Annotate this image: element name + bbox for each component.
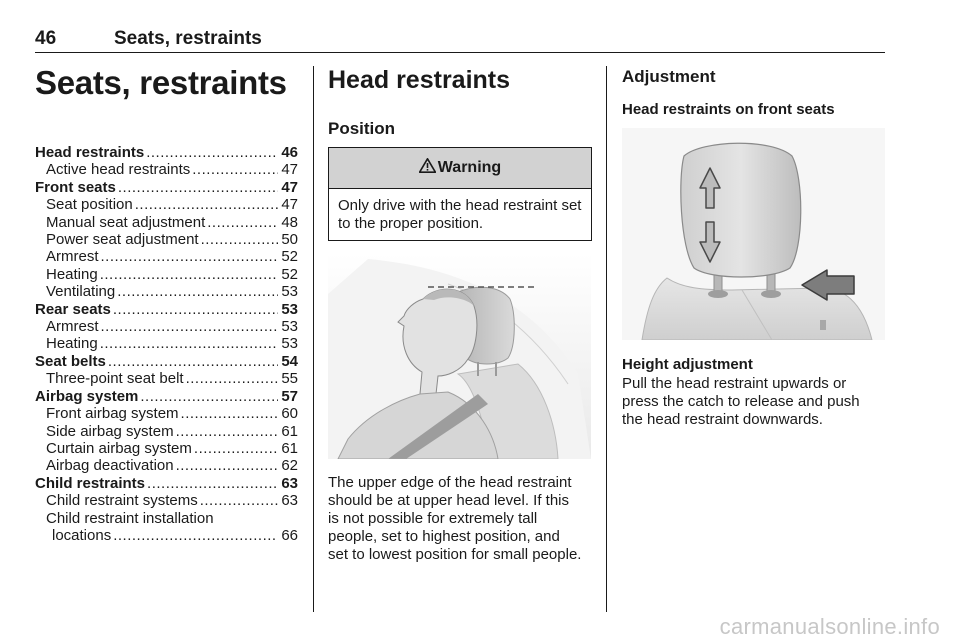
toc-leader-dots bbox=[176, 423, 279, 440]
toc-entry[interactable] bbox=[35, 231, 298, 248]
toc-entry[interactable] bbox=[35, 492, 298, 509]
toc-entry-label: Seat belts bbox=[35, 352, 106, 370]
toc-entry-label: Rear seats bbox=[35, 300, 111, 318]
toc-entry[interactable] bbox=[35, 318, 298, 335]
toc-entry-label: Child restraint systems bbox=[46, 492, 198, 510]
toc-entry-label: Front seats bbox=[35, 178, 116, 196]
toc-entry[interactable] bbox=[35, 475, 298, 492]
toc-entry-label: locations bbox=[52, 526, 112, 544]
toc-entry-label: Child restraint installation bbox=[46, 509, 214, 527]
toc-entry-label: Manual seat adjustment bbox=[46, 213, 206, 231]
watermark: carmanualsonline.info bbox=[719, 614, 940, 639]
toc-entry[interactable] bbox=[35, 388, 298, 405]
toc-leader-dots bbox=[100, 266, 279, 283]
toc-entry-label: Ventilating bbox=[46, 283, 116, 301]
toc-entry[interactable] bbox=[35, 266, 298, 283]
table-of-contents bbox=[35, 144, 298, 544]
toc-entry-page: 52 bbox=[281, 248, 298, 266]
warning-header bbox=[329, 148, 591, 189]
toc-entry-label: Curtain airbag system bbox=[46, 439, 192, 457]
toc-entry[interactable] bbox=[35, 248, 298, 265]
toc-leader-dots bbox=[186, 370, 279, 387]
toc-entry-page: 47 bbox=[281, 196, 298, 214]
toc-leader-dots bbox=[100, 335, 279, 352]
page-header bbox=[35, 28, 885, 53]
toc-entry-label: Airbag deactivation bbox=[46, 457, 174, 475]
warning-icon bbox=[419, 158, 436, 178]
toc-leader-dots bbox=[101, 248, 279, 265]
column-divider-right bbox=[606, 66, 607, 612]
toc-entry-page: 47 bbox=[281, 161, 298, 179]
toc-entry-page: 48 bbox=[281, 213, 298, 231]
toc-entry-page: 55 bbox=[281, 370, 298, 388]
toc-leader-dots bbox=[181, 405, 279, 422]
toc-entry[interactable] bbox=[35, 510, 298, 527]
height-adjustment-text: Pull the head restraint upwards or press the catch to release and push the head restraint downwards. bbox=[622, 375, 860, 428]
toc-entry-label: Seat position bbox=[46, 196, 133, 214]
toc-entry[interactable] bbox=[35, 527, 298, 544]
toc-leader-dots bbox=[192, 161, 278, 178]
toc-entry-label: Front airbag system bbox=[46, 405, 179, 423]
toc-entry-label: Child restraints bbox=[35, 474, 146, 492]
toc-entry-label: Armrest bbox=[46, 248, 99, 266]
toc-entry[interactable] bbox=[35, 370, 298, 387]
section-heading-head-restraints: Head restraints bbox=[328, 66, 511, 94]
toc-entry[interactable] bbox=[35, 440, 298, 457]
warning-title: Warning bbox=[437, 159, 502, 176]
toc-leader-dots bbox=[201, 231, 279, 248]
toc-entry[interactable] bbox=[35, 144, 298, 161]
toc-entry-label: Heating bbox=[46, 265, 98, 283]
toc-entry-page: 47 bbox=[281, 178, 298, 196]
toc-leader-dots bbox=[135, 196, 279, 213]
toc-entry-page: 53 bbox=[281, 318, 298, 336]
toc-leader-dots bbox=[147, 475, 278, 492]
subheading-position: Position bbox=[328, 119, 396, 138]
toc-entry-page: 46 bbox=[281, 144, 298, 161]
toc-leader-dots bbox=[176, 457, 279, 474]
toc-entry-label: Heating bbox=[46, 335, 98, 353]
subheading-height-adjustment: Height adjustment bbox=[622, 356, 753, 373]
toc-entry[interactable] bbox=[35, 161, 298, 178]
toc-entry-page: 63 bbox=[281, 474, 298, 492]
toc-leader-dots bbox=[146, 144, 278, 161]
toc-entry[interactable] bbox=[35, 335, 298, 352]
toc-entry-page: 61 bbox=[281, 439, 298, 457]
position-body-text: The upper edge of the head restraint should be at upper head level. If this is not possible for extremely tall people, set to highest position, and set to lowest position for small people. bbox=[328, 474, 582, 563]
toc-leader-dots bbox=[207, 214, 278, 231]
toc-leader-dots bbox=[118, 179, 278, 196]
toc-entry-page: 63 bbox=[281, 492, 298, 510]
warning-box bbox=[328, 147, 592, 241]
toc-entry-label: Active head restraints bbox=[46, 161, 191, 179]
toc-entry[interactable] bbox=[35, 196, 298, 213]
column-divider-left bbox=[313, 66, 314, 612]
toc-leader-dots bbox=[200, 492, 279, 509]
toc-entry-label: Three-point seat belt bbox=[46, 370, 184, 388]
toc-entry-label: Airbag system bbox=[35, 387, 139, 405]
toc-entry[interactable] bbox=[35, 457, 298, 474]
chapter-title: Seats, restraints bbox=[35, 64, 287, 101]
toc-leader-dots bbox=[140, 388, 278, 405]
toc-entry[interactable] bbox=[35, 301, 298, 318]
running-title: Seats, restraints bbox=[114, 28, 262, 49]
head-position-illustration bbox=[328, 254, 591, 459]
toc-entry-page: 54 bbox=[281, 352, 298, 370]
toc-leader-dots bbox=[108, 353, 278, 370]
toc-entry[interactable] bbox=[35, 353, 298, 370]
toc-entry-page: 50 bbox=[281, 231, 298, 249]
toc-leader-dots bbox=[117, 283, 278, 300]
heading-adjustment: Adjustment bbox=[622, 67, 716, 86]
toc-entry-page: 57 bbox=[281, 387, 298, 405]
head-restraint-adjustment-illustration bbox=[622, 128, 885, 340]
toc-entry-page: 60 bbox=[281, 405, 298, 423]
toc-leader-dots bbox=[113, 527, 278, 544]
toc-entry-page: 53 bbox=[281, 283, 298, 301]
toc-entry-page: 61 bbox=[281, 422, 298, 440]
page-number: 46 bbox=[35, 28, 57, 49]
toc-entry[interactable] bbox=[35, 423, 298, 440]
toc-entry-page: 52 bbox=[281, 265, 298, 283]
toc-entry[interactable] bbox=[35, 283, 298, 300]
toc-entry-label: Head restraints bbox=[35, 144, 145, 161]
toc-leader-dots bbox=[113, 301, 278, 318]
toc-entry-page: 53 bbox=[281, 335, 298, 353]
toc-entry-page: 53 bbox=[281, 300, 298, 318]
toc-entry[interactable] bbox=[35, 179, 298, 196]
toc-entry[interactable] bbox=[35, 405, 298, 422]
toc-entry-label: Power seat adjustment bbox=[46, 231, 199, 249]
subheading-front-seats: Head restraints on front seats bbox=[622, 101, 835, 118]
toc-entry-page: 66 bbox=[281, 526, 298, 544]
toc-entry-label: Side airbag system bbox=[46, 422, 174, 440]
toc-leader-dots bbox=[194, 440, 278, 457]
toc-entry[interactable] bbox=[35, 214, 298, 231]
toc-leader-dots bbox=[101, 318, 279, 335]
toc-entry-label: Armrest bbox=[46, 318, 99, 336]
toc-entry-page: 62 bbox=[281, 457, 298, 475]
warning-text: Only drive with the head restraint set to the proper position. bbox=[338, 197, 582, 232]
